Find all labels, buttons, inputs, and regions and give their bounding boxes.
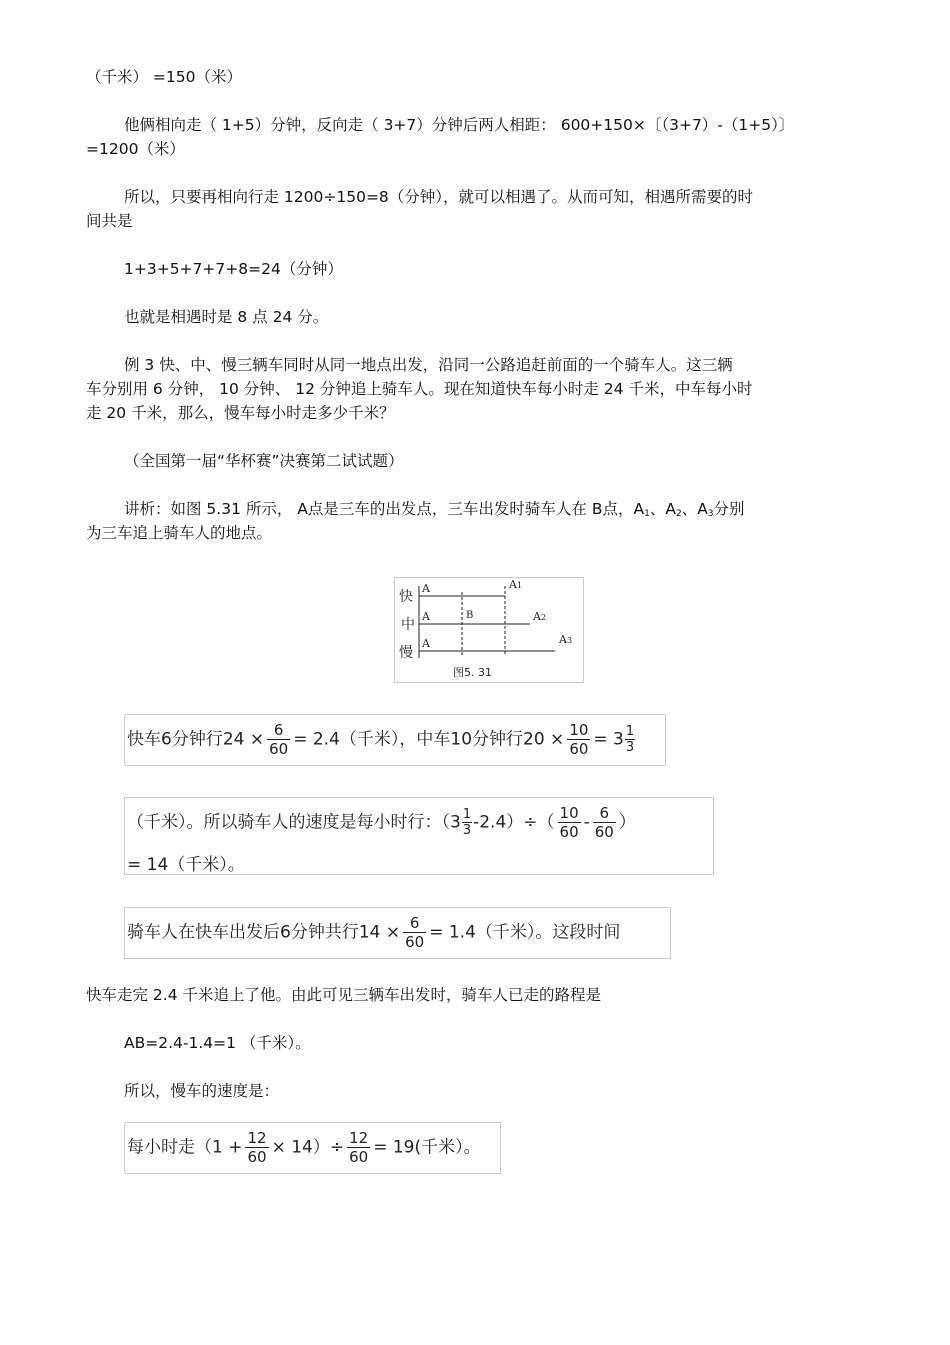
point-a-middle: A xyxy=(422,610,430,623)
point-a-slow: A xyxy=(422,637,430,650)
point-a-label: A xyxy=(665,500,676,518)
example3-line3: 走 20 千米，那么，慢车每小时走多少千米？ xyxy=(86,404,395,422)
fraction: $\frac{1}{3}$ xyxy=(462,807,472,838)
paragraph-relative-motion-line2: =1200（米） xyxy=(86,140,185,158)
example3-line2: 车分别用 6 分钟， 10 分钟、 12 分钟追上骑车人。现在知道快车每小时走 24 千米，中车每小时 xyxy=(86,380,753,398)
point-a-label: A xyxy=(697,500,708,518)
row-label-fast: 快 xyxy=(399,589,413,605)
paragraph-meet-time-line1: 所以，只要再相向行走 1200÷150=8（分钟），就可以相遇了。从而可知，相遇所需要的时 xyxy=(124,188,754,206)
fraction: $\frac{12}{60}$ xyxy=(247,1129,267,1166)
equation-box-2 xyxy=(124,797,714,875)
paragraph-relative-motion-line1: 他俩相向走（ 1+5）分钟，反向走（ 3+7）分钟后两人相距： 600+150×〔（3+7）-（1+5）〕 xyxy=(124,116,795,134)
separator: 、 xyxy=(681,500,698,518)
analysis-text-end: 分别 xyxy=(713,500,745,518)
equation-2-line1: （千米）。所以骑车人的速度是每小时行：（3 $\frac{1}{3}$ -2.4）÷（ $\frac{10}{60}$ - $\frac{6}{60}$ ） xyxy=(127,804,636,841)
text-line-fast-car: 快车走完 2.4 千米追上了他。由此可见三辆车出发时，骑车人已走的路程是 xyxy=(86,986,602,1004)
point-b: B xyxy=(466,610,474,621)
slow-car-speed-intro: 所以，慢车的速度是： xyxy=(124,1082,280,1100)
fraction: $\frac{6}{60}$ xyxy=(594,804,614,841)
equation-1: 快车6分钟行24 × $\frac{6}{60}$ = 2.4（千米），中车10分钟行20 × $\frac{10}{60}$ = 3 $\frac{1}{3}$ xyxy=(127,721,635,758)
fraction: $\frac{6}{60}$ xyxy=(405,914,425,951)
equation-box-3 xyxy=(124,907,671,959)
meet-time-result: 也就是相遇时是 8 点 24 分。 xyxy=(124,308,329,326)
fraction: $\frac{12}{60}$ xyxy=(349,1129,369,1166)
point-a1: A1 xyxy=(509,578,523,591)
point-a-label: A xyxy=(633,500,645,518)
fraction: $\frac{6}{60}$ xyxy=(269,721,289,758)
equation-box-1 xyxy=(124,714,666,766)
source-note: （全国第一届“华杯赛”决赛第二试试题） xyxy=(124,452,404,470)
sum-equation: 1+3+5+7+7+8=24（分钟） xyxy=(124,260,343,278)
text-line-1: （千米） =150（米） xyxy=(86,68,242,86)
example3-line1: 例 3 快、中、慢三辆车同时从同一地点出发，沿同一公路追赶前面的一个骑车人。这三辆 xyxy=(124,356,733,374)
paragraph-meet-time-line2: 间共是 xyxy=(86,212,133,230)
fraction: $\frac{10}{60}$ xyxy=(559,804,579,841)
separator: 、 xyxy=(649,500,666,518)
equation-4: 每小时走（1 + $\frac{12}{60}$ × 14）÷ $\frac{12}{60}$ = 19(千米）。 xyxy=(127,1129,481,1166)
a1-subscript: 1 xyxy=(644,509,650,519)
ab-equation: AB=2.4-1.4=1 （千米）。 xyxy=(124,1034,311,1052)
analysis-line2: 为三车追上骑车人的地点。 xyxy=(86,524,273,542)
a2-subscript: 2 xyxy=(675,509,682,519)
point-a3: A3 xyxy=(559,633,573,646)
equation-box-4 xyxy=(124,1122,501,1174)
point-a-fast: A xyxy=(422,582,430,595)
row-label-middle: 中 xyxy=(401,617,415,633)
fraction: $\frac{1}{3}$ xyxy=(625,724,635,755)
analysis-text: 讲析：如图 5.31 所示， A点是三车的出发点，三车出发时骑车人在 B点， xyxy=(124,500,634,518)
figure-caption: 图5. 31 xyxy=(453,666,492,679)
point-a2: A2 xyxy=(533,610,547,623)
row-label-slow: 慢 xyxy=(399,645,413,661)
equation-2-line2: = 14（千米）。 xyxy=(127,855,245,875)
figure-5-31 xyxy=(394,577,584,683)
fraction: $\frac{10}{60}$ xyxy=(569,721,589,758)
a3-subscript: 3 xyxy=(707,509,714,519)
equation-3: 骑车人在快车出发后6分钟共行14 × $\frac{6}{60}$ = 1.4（千米）。这段时间 xyxy=(127,914,621,951)
analysis-line1 xyxy=(124,499,745,524)
